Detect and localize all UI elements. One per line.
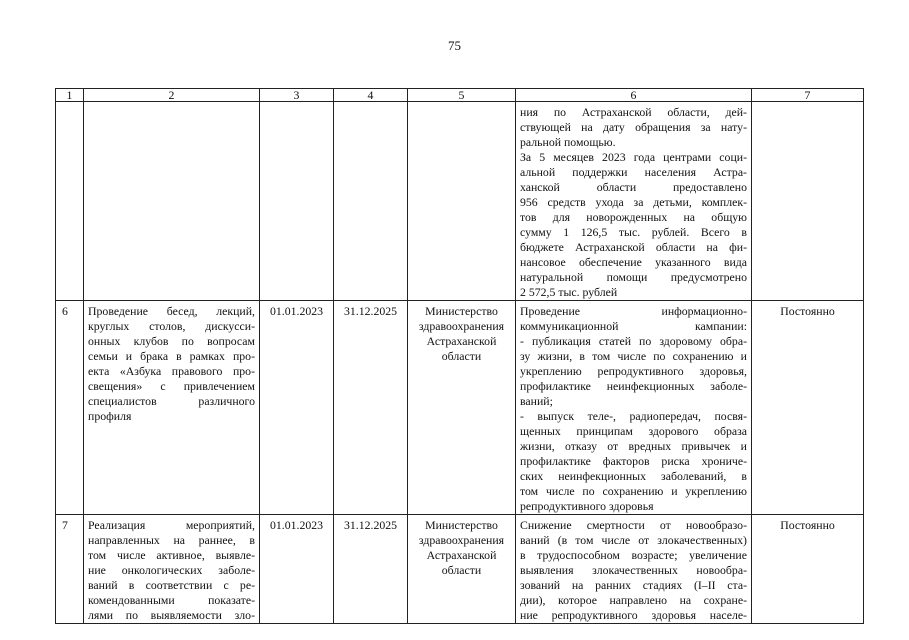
text-line: том числе по сохранению и укреплению [520,484,747,498]
text-line: ханской области предоставлено [520,180,747,194]
text-line: дии), которое направлено на сохране- [520,593,747,607]
term-cell: Постоянно [752,301,864,515]
column-header: 7 [752,89,864,102]
empty-cell [334,102,408,301]
column-header: 3 [260,89,334,102]
text-line: ваний; [520,394,553,408]
start-date: 01.01.2023 [260,301,334,515]
term-cell: Постоянно [752,515,864,624]
empty-cell [752,102,864,301]
text-line: Астраханской [426,334,497,348]
text-line: профилактике факторов риска хрониче- [520,454,747,468]
text-line: укреплению репродуктивного здоровья, [520,364,747,378]
text-line: репродуктивного здоровья [520,499,654,513]
text-line: профилактике неинфекционных заболе- [520,379,747,393]
column-header: 4 [334,89,408,102]
empty-cell [56,102,84,301]
text-line: направленных на раннее, в [88,533,255,547]
text-line: 956 средств ухода за детьми, комплек- [520,195,747,209]
text-line: Министерство [425,518,498,532]
text-line: бюджете Астраханской области на фи- [520,240,747,254]
continuation-text [516,102,752,301]
empty-cell [408,102,516,301]
text-line: профиля [88,409,132,423]
text-line: 2 572,5 тыс. рублей [520,285,618,299]
text-line: выявления злокачественных новообра- [520,563,747,577]
column-header: 2 [84,89,260,102]
column-header: 1 [56,89,84,102]
continuation-row [56,102,864,301]
text-line: екта «Азбука правового про- [88,364,255,378]
executor-cell [408,301,516,515]
text-line: семьи и брака в рамках про- [88,349,255,363]
text-line: сумму 1 126,5 тыс. рублей. Всего в [520,225,747,239]
text-line: ральной помощью. [520,135,616,149]
event-cell [84,301,260,515]
page-number: 75 [448,38,461,53]
start-date: 01.01.2023 [260,515,334,624]
result-cell [516,301,752,515]
text-line: ствующей на дату обращения за нату- [520,120,747,134]
row-number: 6 [56,301,84,515]
event-cell [84,515,260,624]
text-line: Министерство [425,304,498,318]
text-line: свещения» с привлечением [88,379,255,393]
text-line: комендованными показате- [88,593,255,607]
column-header: 6 [516,89,752,102]
text-line: области [441,563,482,577]
end-date: 31.12.2025 [334,301,408,515]
empty-cell [260,102,334,301]
measures-table [55,88,864,624]
text-line: здравоохранения [418,533,505,547]
text-line: ния по Астраханской области, дей- [520,105,747,119]
header-row [56,89,864,102]
end-date: 31.12.2025 [334,515,408,624]
text-line: зу жизни, в том числе по сохранению и [520,349,747,363]
text-line: Астраханской [426,548,497,562]
text-line: области [441,349,482,363]
text-line: Проведение бесед, лекций, [88,304,255,318]
text-line: ние онкологических заболе- [88,563,255,577]
text-line: лями по выявляемости зло- [88,608,255,622]
text-line: натуральной помощи предусмотрено [520,270,747,284]
text-line: ваний (в том числе от злокачественных) [520,533,747,547]
column-header: 5 [408,89,516,102]
text-line: нансовое обеспечение указанного вида [520,255,747,269]
executor-cell [408,515,516,624]
result-cell [516,515,752,624]
text-line: щенных принципам здорового образа [520,424,747,438]
text-line: Реализация мероприятий, [88,518,255,532]
empty-cell [84,102,260,301]
text-line: онных клубов по вопросам [88,334,255,348]
text-line: ние репродуктивного здоровья населе- [520,608,747,622]
text-line: ских неинфекционных заболеваний, в [520,469,747,483]
text-line: жизни, отказу от вредных привычек и [520,439,747,453]
text-line: круглых столов, дискусси- [88,319,255,333]
text-line: ваний в соответствии с ре- [88,578,255,592]
text-line: коммуникационной кампании: [520,319,747,333]
text-line: За 5 месяцев 2023 года центрами соци- [520,150,747,164]
table-row [56,515,864,624]
table-row [56,301,864,515]
text-line: - выпуск теле-, радиопередач, посвя- [520,409,747,423]
text-line: специалистов различного [88,394,255,408]
text-line: альной поддержки населения Астра- [520,165,747,179]
text-line: в трудоспособном возрасте; увеличение [520,548,747,562]
text-line: - публикация статей по здоровому обра- [520,334,747,348]
row-number: 7 [56,515,84,624]
text-line: тов для новорожденных на общую [520,210,747,224]
text-line: зований на ранних стадиях (I–II ста- [520,578,747,592]
text-line: здравоохранения [418,319,505,333]
text-line: Снижение смертности от новообразо- [520,518,747,532]
text-line: том числе активное, выявле- [88,548,255,562]
text-line: Проведение информационно- [520,304,747,318]
